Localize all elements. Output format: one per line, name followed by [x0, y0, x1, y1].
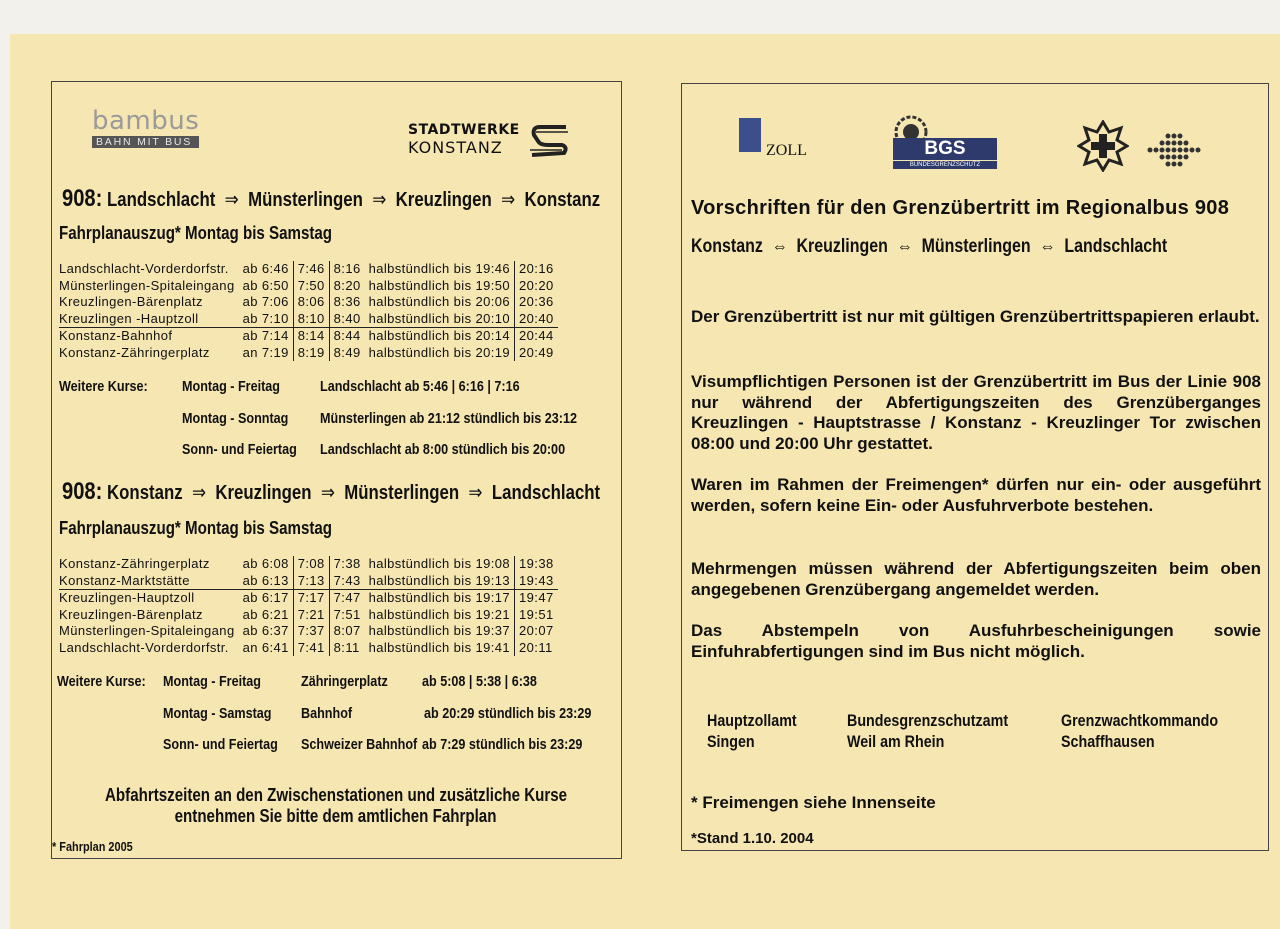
authority-grenzwacht: Grenzwachtkommando Schaffhausen	[1061, 711, 1219, 751]
regulations-title: Vorschriften für den Grenzübertritt im Regionalbus 908	[691, 197, 1230, 219]
regulations-route: Konstanz ⇔ Kreuzlingen ⇔ Münsterlingen ⇔ Landschlacht	[691, 236, 1168, 257]
table-row: Münsterlingen-Spitaleingang ab 6:50 7:50 8:20 halbstündlich bis 19:50 20:20	[59, 278, 558, 295]
weitere-place: Schweizer Bahnhof	[301, 736, 418, 753]
paragraph-excess: Mehrmengen müssen während der Abfertigungszeiten beim oben angegebenen Grenzübergang angemeldet werden.	[691, 559, 1261, 599]
paragraph-goods: Waren im Rahmen der Freimengen* dürfen nur ein- oder ausgeführt werden, sofern keine Ein- oder Ausfuhrverbote bestehen.	[691, 475, 1261, 515]
bambus-tagline: BAHN MIT BUS	[92, 136, 199, 148]
paragraph-stamping: Das Abstempeln von Ausfuhrbescheinigungen sowie Einfuhrabfertigungen sind im Bus nicht möglich.	[691, 621, 1261, 661]
weitere-days: Montag - Sonntag	[182, 410, 289, 427]
stand-date: *Stand 1.10. 2004	[691, 830, 814, 847]
table-row: Kreuzlingen-Bärenplatz ab 7:06 8:06 8:36 halbstündlich bis 20:06 20:36	[59, 294, 558, 311]
authority-bgs: Bundesgrenzschutzamt Weil am Rhein	[847, 711, 1009, 751]
weitere-info: ab 5:08 | 5:38 | 6:38	[422, 673, 537, 690]
footnote-fahrplan: * Fahrplan 2005	[52, 839, 133, 854]
weitere-label-2: Weitere Kurse:	[57, 673, 146, 690]
paragraph-papers: Der Grenzübertritt ist nur mit gültigen Grenzübertrittspapieren erlaubt.	[691, 307, 1260, 326]
stadtwerke-logo	[408, 122, 520, 157]
subtitle-2: Fahrplanauszug* Montag bis Samstag	[59, 518, 333, 538]
weitere-info: Landschlacht ab 5:46 | 6:16 | 7:16	[320, 378, 520, 395]
bambus-wordmark: bambus	[92, 106, 200, 136]
stadtwerke-line2: KONSTANZ	[408, 138, 503, 157]
bgs-logo-subtitle: BUNDESGRENZSCHUTZ	[893, 161, 997, 169]
timetable-1	[59, 261, 558, 361]
route-heading-1: 908: Landschlacht ⇒ Münsterlingen ⇒ Kreuzlingen ⇒ Konstanz	[62, 185, 601, 212]
freimengen-note: * Freimengen siehe Innenseite	[691, 793, 936, 812]
regulations-panel	[681, 83, 1269, 851]
weitere-days: Montag - Samstag	[163, 705, 272, 722]
weitere-info: Landschlacht ab 8:00 stündlich bis 20:00	[320, 441, 566, 458]
weitere-place: Bahnhof	[301, 705, 353, 722]
zoll-logo-text: ZOLL	[766, 142, 807, 159]
table-row: Kreuzlingen-Bärenplatz ab 6:21 7:21 7:51 halbstündlich bis 19:21 19:51	[59, 607, 558, 624]
weitere-days: Montag - Freitag	[163, 673, 262, 690]
timetable-panel	[51, 81, 622, 859]
weitere-info: Münsterlingen ab 21:12 stündlich bis 23:12	[320, 410, 577, 427]
weitere-label-1: Weitere Kurse:	[59, 378, 148, 395]
paragraph-visa: Visumpflichtigen Personen ist der Grenzübertritt im Bus der Linie 908 nur während der Abfertigungszeiten des Grenzüberganges Kreuzlingen - Hauptstrasse / Konstanz - Kreuzlinger Tor zwischen 08:00 und 20:00 Uhr gestattet.	[691, 372, 1261, 453]
weitere-days: Sonn- und Feiertag	[182, 441, 297, 458]
table-row: Münsterlingen-Spitaleingang ab 6:37 7:37 8:07 halbstündlich bis 19:37 20:07	[59, 623, 558, 640]
weitere-place: Zähringerplatz	[301, 673, 388, 690]
swiss-cross-emblem-icon	[1077, 120, 1129, 172]
note-zwischenstationen: Abfahrtszeiten an den Zwischenstationen und zusätzliche Kurse entnehmen Sie bitte dem amtlichen Fahrplan	[104, 785, 568, 826]
weitere-days: Montag - Freitag	[182, 378, 281, 395]
table-row: Kreuzlingen-Hauptzoll ab 6:17 7:17 7:47 halbstündlich bis 19:17 19:47	[59, 590, 558, 607]
table-row: Konstanz-Marktstätte ab 6:13 7:13 7:43 halbstündlich bis 19:13 19:43	[59, 573, 558, 590]
timetable-2	[59, 556, 558, 656]
stadtwerke-line1: STADTWERKE	[408, 122, 520, 138]
bgs-logo: BGS	[893, 138, 997, 160]
authority-hauptzollamt: Hauptzollamt Singen	[707, 711, 797, 751]
weitere-info: ab 20:29 stündlich bis 23:29	[424, 705, 592, 722]
stadtwerke-s-icon	[526, 123, 572, 159]
route-heading-2: 908: Konstanz ⇒ Kreuzlingen ⇒ Münsterlingen ⇒ Landschlacht	[62, 478, 601, 505]
table-row: Kreuzlingen -Hauptzoll ab 7:10 8:10 8:40 halbstündlich bis 20:10 20:40	[59, 311, 558, 328]
table-row: Landschlacht-Vorderdorfstr. ab 6:46 7:46 8:16 halbstündlich bis 19:46 20:16	[59, 261, 558, 278]
table-row: Konstanz-Bahnhof ab 7:14 8:14 8:44 halbstündlich bis 20:14 20:44	[59, 328, 558, 345]
table-row: Konstanz-Zähringerplatz ab 6:08 7:08 7:38 halbstündlich bis 19:08 19:38	[59, 556, 558, 573]
weitere-info: ab 7:29 stündlich bis 23:29	[422, 736, 583, 753]
dotted-diamond-logo-icon	[1144, 131, 1208, 171]
table-row: Landschlacht-Vorderdorfstr. an 6:41 7:41 8:11 halbstündlich bis 19:41 20:11	[59, 640, 558, 657]
weitere-days: Sonn- und Feiertag	[163, 736, 278, 753]
bambus-logo	[92, 106, 199, 148]
subtitle-1: Fahrplanauszug* Montag bis Samstag	[59, 223, 333, 243]
table-row: Konstanz-Zähringerplatz an 7:19 8:19 8:49 halbstündlich bis 20:19 20:49	[59, 345, 558, 362]
zoll-flag-icon	[739, 118, 761, 152]
